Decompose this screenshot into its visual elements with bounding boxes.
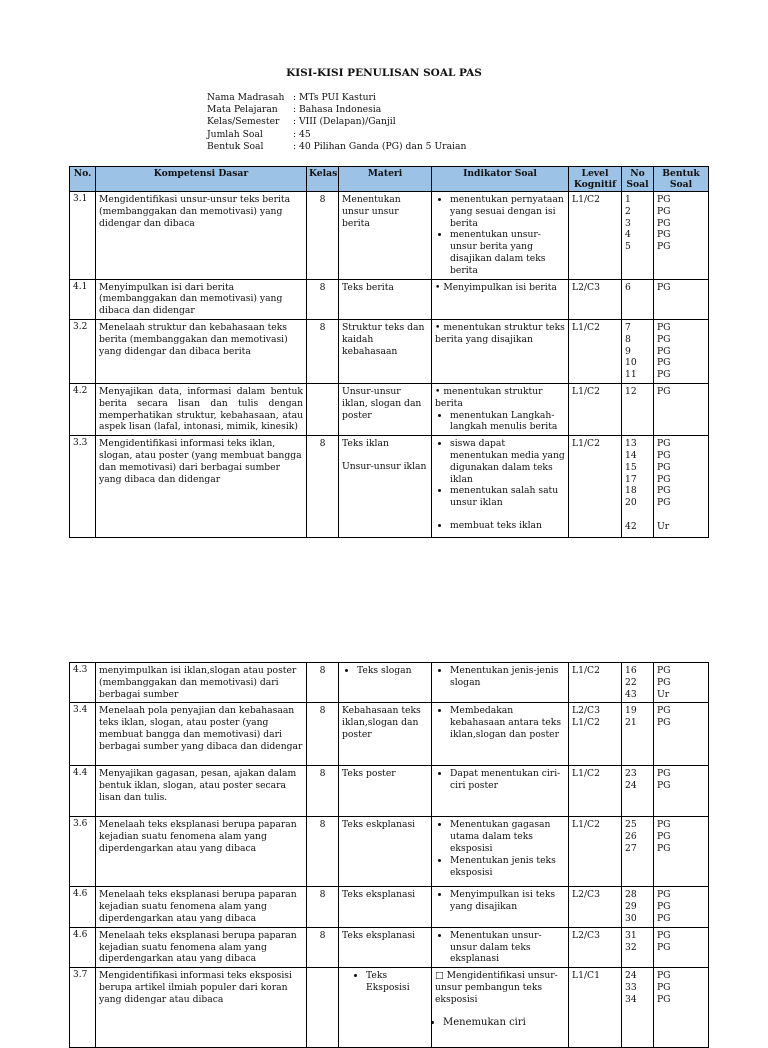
soal-type: PG bbox=[657, 705, 671, 717]
document-title: KISI-KISI PENULISAN SOAL PAS bbox=[286, 67, 482, 79]
soal-number: 30 bbox=[625, 912, 637, 924]
soal-type: Ur bbox=[657, 520, 670, 532]
row-no: 3.6 bbox=[70, 817, 96, 887]
row-kelas: 8 bbox=[307, 703, 339, 766]
soal-type bbox=[657, 509, 705, 521]
materi-item: Unsur-unsur iklan bbox=[342, 460, 427, 472]
row-indikator bbox=[432, 436, 569, 538]
row-materi bbox=[339, 663, 432, 703]
soal-type: PG bbox=[657, 229, 671, 241]
row-kompetensi-dasar: Menyimpulkan isi dari berita (membanggakan dan memotivasi) yang dibaca dan didengar bbox=[96, 279, 307, 319]
indikator-item: • menentukan unsur-unsur berita yang disajikan dalam teks berita bbox=[450, 229, 565, 276]
row-no-soal bbox=[622, 817, 654, 887]
row-indikator bbox=[432, 192, 569, 280]
row-no: 3.1 bbox=[70, 192, 96, 280]
indikator-item: • menentukan Langkah-langkah menulis berita bbox=[450, 410, 565, 434]
row-no-soal bbox=[622, 968, 654, 1048]
header-materi: Materi bbox=[339, 167, 432, 192]
row-kompetensi-dasar: Menelaah teks eksplanasi berupa paparan kejadian suatu fenomena alam yang diperdengarkan atau yang dibaca bbox=[96, 927, 307, 967]
soal-type: PG bbox=[657, 281, 671, 293]
row-no-soal bbox=[622, 436, 654, 538]
soal-number: 17 bbox=[625, 473, 637, 485]
row-no-soal bbox=[622, 703, 654, 766]
soal-number bbox=[625, 509, 650, 521]
row-kelas: 8 bbox=[307, 817, 339, 887]
row-kompetensi-dasar: Menelaah struktur dan kebahasaan teks berita (membanggakan dan memotivasi) yang didengar dan dibaca berita bbox=[96, 319, 307, 383]
row-level: L1/C2 bbox=[569, 766, 622, 817]
header-bentuk-line: Bentuk bbox=[662, 168, 700, 179]
row-indikator bbox=[432, 927, 569, 967]
soal-number: 23 bbox=[625, 768, 637, 780]
soal-type: PG bbox=[657, 889, 671, 901]
soal-number: 32 bbox=[625, 941, 637, 953]
soal-number: 8 bbox=[625, 333, 631, 345]
soal-number: 19 bbox=[625, 705, 637, 717]
row-indikator: • menentukan struktur teks berita yang disajikan bbox=[432, 319, 569, 383]
row-materi: Struktur teks dan kaidah kebahasaan bbox=[339, 319, 432, 383]
row-kompetensi-dasar: menyimpulkan isi iklan,slogan atau poster (membanggakan dan memotivasi) dari berbagai sumber bbox=[96, 663, 307, 703]
table-row bbox=[70, 887, 709, 927]
soal-type: PG bbox=[657, 461, 671, 473]
header-kompetensi-dasar: Kompetensi Dasar bbox=[96, 167, 307, 192]
soal-type: PG bbox=[657, 217, 671, 229]
row-indikator bbox=[432, 663, 569, 703]
row-level: L2/C3 bbox=[569, 279, 622, 319]
header-no: No. bbox=[70, 167, 96, 192]
indikator-item: • menentukan pernyataan yang sesuai dengan isi berita bbox=[450, 194, 565, 229]
header-no-soal bbox=[622, 167, 654, 192]
soal-type: PG bbox=[657, 485, 671, 497]
soal-number: 11 bbox=[625, 369, 637, 381]
soal-number: 15 bbox=[625, 461, 637, 473]
soal-number: 24 bbox=[625, 780, 637, 792]
indikator-text: Mengidentifikasi unsur-unsur pembangun teks eksposisi bbox=[435, 970, 558, 1005]
row-level: L1/C2 bbox=[569, 817, 622, 887]
soal-number: 2 bbox=[625, 205, 631, 217]
row-materi: Teks eksplanasi bbox=[339, 927, 432, 967]
row-materi: Unsur-unsur iklan, slogan dan poster bbox=[339, 383, 432, 435]
row-kompetensi-dasar: Menyajikan data, informasi dalam bentuk berita secara lisan dan tulis dengan memperhatikan struktur, kebahasaan, atau aspek lisan (lafal, intonasi, mimik, kinesik) bbox=[96, 383, 307, 435]
row-level: L2/C3 bbox=[569, 887, 622, 927]
soal-type: PG bbox=[657, 438, 671, 450]
row-no: 3.7 bbox=[70, 968, 96, 1048]
soal-type: PG bbox=[657, 369, 671, 381]
indikator-item: • Menentukan gagasan utama dalam teks eksposisi bbox=[450, 819, 565, 854]
row-no: 4.3 bbox=[70, 663, 96, 703]
soal-number: 16 bbox=[625, 665, 637, 676]
soal-type: PG bbox=[657, 993, 671, 1005]
header-level-line: Level bbox=[581, 168, 609, 179]
row-bentuk-soal bbox=[654, 927, 709, 967]
kisi-table-page-2 bbox=[69, 662, 709, 1048]
header-bentuk-line: Soal bbox=[669, 179, 693, 190]
soal-type: PG bbox=[657, 768, 671, 780]
row-no-soal bbox=[622, 766, 654, 817]
soal-number: 1 bbox=[625, 194, 631, 205]
row-bentuk-soal bbox=[654, 436, 709, 538]
row-no-soal bbox=[622, 927, 654, 967]
indikator-item: • Dapat menentukan ciri-ciri poster bbox=[450, 768, 565, 792]
indikator-item: • menentukan struktur berita bbox=[435, 385, 543, 409]
row-kelas: 8 bbox=[307, 927, 339, 967]
soal-number: 29 bbox=[625, 901, 637, 913]
row-no: 3.2 bbox=[70, 319, 96, 383]
materi-item: • Teks Eksposisi bbox=[366, 970, 428, 994]
row-kompetensi-dasar: Menelaah teks eksplanasi berupa paparan kejadian suatu fenomena alam yang diperdengarkan atau yang dibaca bbox=[96, 887, 307, 927]
table-row bbox=[70, 817, 709, 887]
row-materi bbox=[339, 436, 432, 538]
row-indikator bbox=[432, 887, 569, 927]
row-kelas: 8 bbox=[307, 663, 339, 703]
row-materi: Teks eksplanasi bbox=[339, 887, 432, 927]
level-value: L2/C3 bbox=[572, 705, 600, 717]
indikator-item: • Menentukan jenis teks eksposisi bbox=[450, 855, 565, 879]
meta-value: : Bahasa Indonesia bbox=[293, 104, 382, 116]
soal-type: PG bbox=[657, 449, 671, 461]
row-level bbox=[569, 703, 622, 766]
row-kelas: 8 bbox=[307, 887, 339, 927]
soal-number: 7 bbox=[625, 321, 631, 333]
row-bentuk-soal bbox=[654, 383, 709, 435]
soal-type: PG bbox=[657, 717, 671, 729]
soal-type: PG bbox=[657, 473, 671, 485]
row-kompetensi-dasar: Menyajikan gagasan, pesan, ajakan dalam bentuk iklan, slogan, atau poster secara lisan dan tulis. bbox=[96, 766, 307, 817]
row-level: L1/C2 bbox=[569, 319, 622, 383]
soal-number: 20 bbox=[625, 497, 637, 509]
level-value: L1/C2 bbox=[572, 717, 600, 729]
row-bentuk-soal bbox=[654, 766, 709, 817]
row-bentuk-soal bbox=[654, 887, 709, 927]
row-level: L1/C2 bbox=[569, 436, 622, 538]
soal-number: 27 bbox=[625, 842, 637, 854]
row-no-soal bbox=[622, 383, 654, 435]
soal-number: 42 bbox=[625, 520, 637, 532]
row-no: 4.6 bbox=[70, 927, 96, 967]
soal-type: PG bbox=[657, 241, 671, 253]
row-materi: Teks berita bbox=[339, 279, 432, 319]
indikator-item: • Menemukan ciri bbox=[443, 1017, 565, 1029]
header-nosoal-line: No bbox=[630, 168, 645, 179]
indikator-item: • Menentukan unsur-unsur dalam teks eksplanasi bbox=[450, 930, 565, 965]
soal-number: 24 bbox=[625, 970, 637, 982]
row-kompetensi-dasar: Menelaah pola penyajian dan kebahasaan teks iklan, slogan, atau poster (yang membuat bangga dan memotivasi) dari berbagai sumber yang dibaca dan didengar bbox=[96, 703, 307, 766]
soal-type: PG bbox=[657, 929, 671, 941]
table-row bbox=[70, 968, 709, 1048]
checkbox-glyph: □ bbox=[435, 970, 444, 982]
header-indikator-soal: Indikator Soal bbox=[432, 167, 569, 192]
row-indikator bbox=[432, 817, 569, 887]
row-level: L2/C3 bbox=[569, 927, 622, 967]
meta-label: Nama Madrasah bbox=[207, 92, 285, 103]
soal-number: 33 bbox=[625, 981, 637, 993]
soal-number: 22 bbox=[625, 676, 637, 688]
row-bentuk-soal bbox=[654, 192, 709, 280]
meta-label: Bentuk Soal bbox=[207, 140, 264, 152]
indikator-item: • Menentukan jenis-jenis slogan bbox=[450, 665, 565, 689]
soal-number: 9 bbox=[625, 345, 631, 357]
row-no: 4.6 bbox=[70, 887, 96, 927]
soal-number: 25 bbox=[625, 819, 637, 831]
indikator-item: • siswa dapat menentukan media yang digunakan dalam teks iklan bbox=[450, 438, 565, 485]
row-no: 3.3 bbox=[70, 436, 96, 538]
meta-value: : 40 Pilihan Ganda (PG) dan 5 Uraian bbox=[293, 140, 467, 152]
row-materi: Menentukan unsur unsur berita bbox=[339, 192, 432, 280]
row-materi bbox=[339, 968, 432, 1048]
soal-type: PG bbox=[657, 970, 671, 982]
row-bentuk-soal bbox=[654, 703, 709, 766]
table-header-row bbox=[70, 167, 709, 192]
meta-value: : 45 bbox=[293, 128, 311, 140]
row-kelas: 8 bbox=[307, 319, 339, 383]
soal-type: PG bbox=[657, 819, 671, 831]
soal-type: PG bbox=[657, 345, 671, 357]
row-indikator bbox=[432, 703, 569, 766]
row-indikator bbox=[432, 968, 569, 1048]
soal-number: 10 bbox=[625, 357, 637, 369]
indikator-item: • menentukan salah satu unsur iklan bbox=[450, 485, 565, 509]
row-kelas: 8 bbox=[307, 436, 339, 538]
table-row bbox=[70, 319, 709, 383]
row-bentuk-soal bbox=[654, 817, 709, 887]
row-no-soal bbox=[622, 279, 654, 319]
meta-label: Kelas/Semester bbox=[207, 116, 280, 128]
row-no-soal bbox=[622, 887, 654, 927]
soal-type: PG bbox=[657, 357, 671, 369]
soal-number: 26 bbox=[625, 831, 637, 843]
table-row bbox=[70, 766, 709, 817]
soal-number: 18 bbox=[625, 485, 637, 497]
soal-type: PG bbox=[657, 901, 671, 913]
header-kelas: Kelas bbox=[307, 167, 339, 192]
meta-label: Mata Pelajaran bbox=[207, 104, 278, 116]
row-kompetensi-dasar: Mengidentifikasi unsur-unsur teks berita (membanggakan dan memotivasi) yang didengar dan dibaca bbox=[96, 192, 307, 280]
row-no: 4.4 bbox=[70, 766, 96, 817]
row-level: L1/C2 bbox=[569, 192, 622, 280]
row-no: 4.2 bbox=[70, 383, 96, 435]
row-kompetensi-dasar: Mengidentifikasi informasi teks eksposisi berupa artikel ilmiah populer dari koran yang didengar atau dibaca bbox=[96, 968, 307, 1048]
row-indikator bbox=[432, 766, 569, 817]
soal-number: 43 bbox=[625, 688, 637, 700]
header-level-kognitif bbox=[569, 167, 622, 192]
soal-type: PG bbox=[657, 842, 671, 854]
table-row bbox=[70, 192, 709, 280]
soal-number: 14 bbox=[625, 449, 637, 461]
soal-type: PG bbox=[657, 665, 671, 676]
row-bentuk-soal bbox=[654, 663, 709, 703]
row-no: 3.4 bbox=[70, 703, 96, 766]
row-kelas: 8 bbox=[307, 279, 339, 319]
soal-number: 4 bbox=[625, 229, 631, 241]
row-kelas: 8 bbox=[307, 192, 339, 280]
soal-number: 28 bbox=[625, 889, 637, 901]
indikator-item: • Membedakan kebahasaan antara teks iklan,slogan dan poster bbox=[450, 705, 565, 740]
header-bentuk-soal bbox=[654, 167, 709, 192]
soal-type: PG bbox=[657, 780, 671, 792]
row-kelas bbox=[307, 383, 339, 435]
soal-number: 5 bbox=[625, 241, 631, 253]
table-row bbox=[70, 927, 709, 967]
table-row bbox=[70, 663, 709, 703]
table-row bbox=[70, 383, 709, 435]
soal-type: PG bbox=[657, 497, 671, 509]
row-bentuk-soal bbox=[654, 968, 709, 1048]
indikator-item: • Menyimpulkan isi teks yang disajikan bbox=[450, 889, 565, 913]
soal-type: PG bbox=[657, 981, 671, 993]
kisi-table-page-1 bbox=[69, 166, 709, 538]
row-materi: Teks poster bbox=[339, 766, 432, 817]
row-kompetensi-dasar: Mengidentifikasi informasi teks iklan, slogan, atau poster (yang membuat bangga dan memotivasi) dari berbagai sumber yang dibaca dan didengar bbox=[96, 436, 307, 538]
row-no-soal bbox=[622, 663, 654, 703]
row-materi: Teks eskplanasi bbox=[339, 817, 432, 887]
soal-type: PG bbox=[657, 912, 671, 924]
row-level: L1/C2 bbox=[569, 383, 622, 435]
meta-value: : VIII (Delapan)/Ganjil bbox=[293, 116, 396, 128]
row-indikator bbox=[432, 383, 569, 435]
table-row bbox=[70, 703, 709, 766]
row-no: 4.1 bbox=[70, 279, 96, 319]
row-no-soal bbox=[622, 192, 654, 280]
soal-type: PG bbox=[657, 205, 671, 217]
row-indikator: • Menyimpulkan isi berita bbox=[432, 279, 569, 319]
header-level-line: Kognitif bbox=[573, 179, 617, 190]
meta-value: : MTs PUI Kasturi bbox=[293, 92, 376, 103]
soal-number: 3 bbox=[625, 217, 631, 229]
soal-type: Ur bbox=[657, 688, 670, 700]
row-kelas bbox=[307, 968, 339, 1048]
soal-number: 21 bbox=[625, 717, 637, 729]
indikator-item: • membuat teks iklan bbox=[450, 520, 565, 532]
header-nosoal-line: Soal bbox=[626, 179, 649, 190]
materi-item: Teks iklan bbox=[342, 438, 389, 450]
row-bentuk-soal bbox=[654, 279, 709, 319]
soal-number: 6 bbox=[625, 281, 631, 293]
row-kelas: 8 bbox=[307, 766, 339, 817]
indikator-item bbox=[435, 970, 565, 1005]
soal-type: PG bbox=[657, 941, 671, 953]
soal-number: 13 bbox=[625, 438, 637, 450]
soal-type: PG bbox=[657, 676, 671, 688]
row-level: L1/C1 bbox=[569, 968, 622, 1048]
row-no-soal bbox=[622, 319, 654, 383]
table-row bbox=[70, 436, 709, 538]
materi-item: • Teks slogan bbox=[357, 665, 428, 677]
row-kompetensi-dasar: Menelaah teks eksplanasi berupa paparan kejadian suatu fenomena alam yang diperdengarkan atau yang dibaca bbox=[96, 817, 307, 887]
row-level: L1/C2 bbox=[569, 663, 622, 703]
soal-type: PG bbox=[657, 194, 671, 205]
soal-type: PG bbox=[657, 333, 671, 345]
soal-type: PG bbox=[657, 321, 671, 333]
table-row bbox=[70, 279, 709, 319]
soal-number: 31 bbox=[625, 929, 637, 941]
meta-label: Jumlah Soal bbox=[207, 128, 263, 140]
document-metadata bbox=[207, 92, 466, 153]
soal-type: PG bbox=[657, 385, 671, 397]
soal-number: 12 bbox=[625, 385, 637, 397]
row-materi: Kebahasaan teks iklan,slogan dan poster bbox=[339, 703, 432, 766]
soal-number: 34 bbox=[625, 993, 637, 1005]
soal-type: PG bbox=[657, 831, 671, 843]
row-bentuk-soal bbox=[654, 319, 709, 383]
